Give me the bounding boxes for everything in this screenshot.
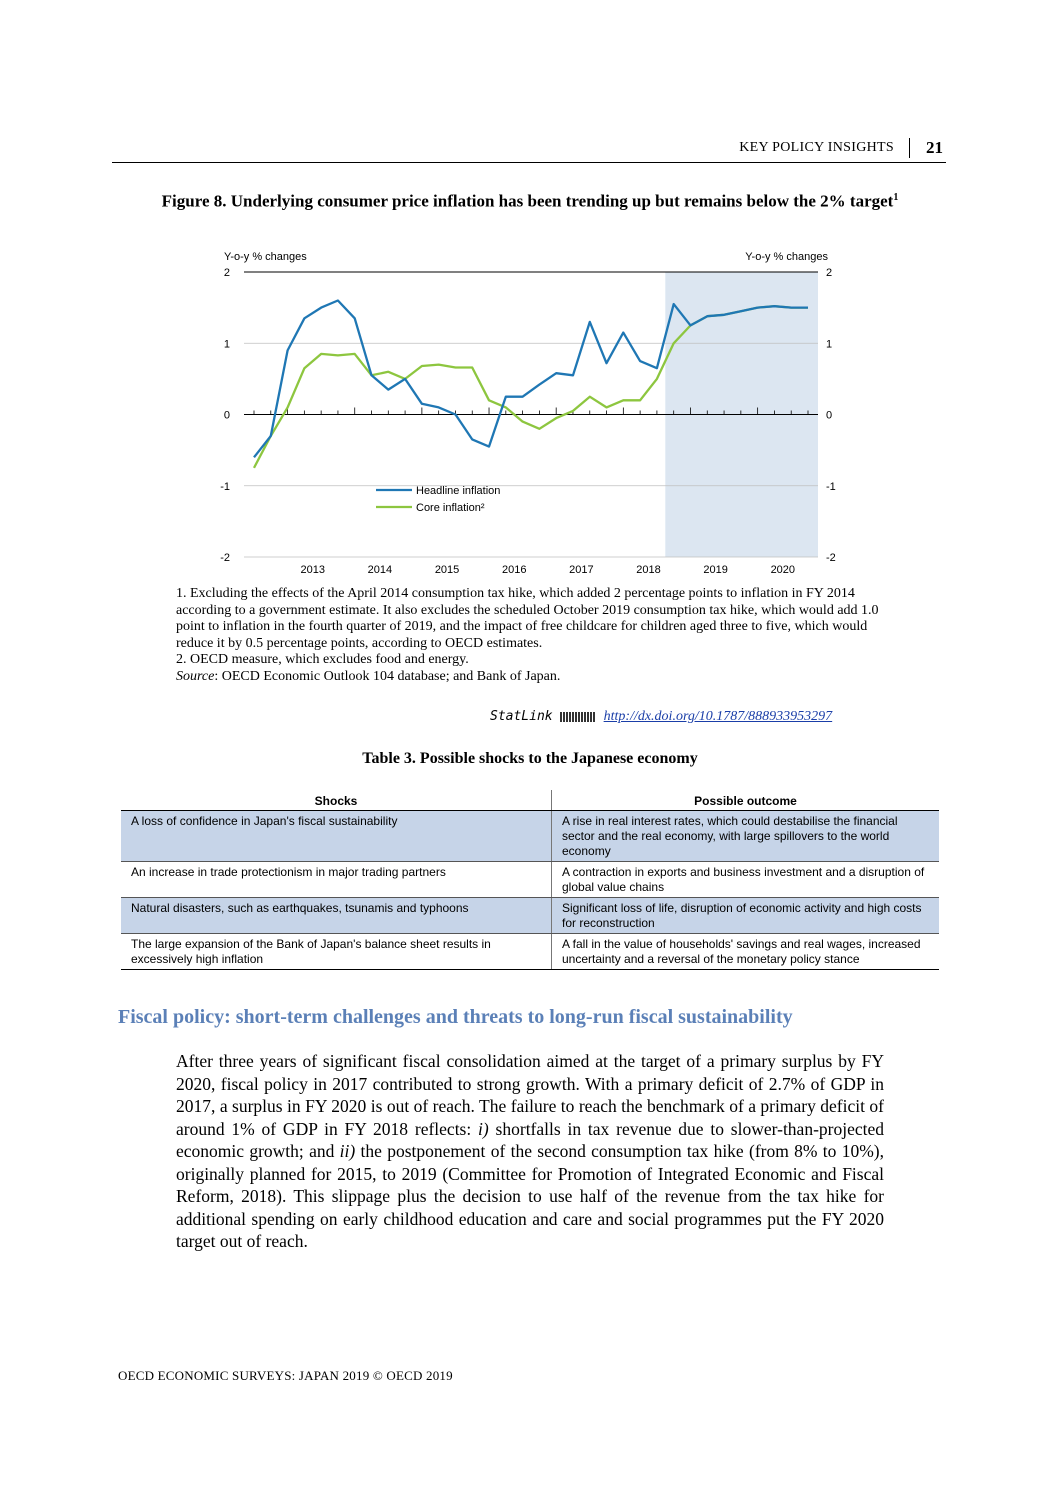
legend-label: Core inflation² (416, 502, 485, 514)
table-cell-outcome: Significant loss of life, disruption of economic activity and high costs for reconstruction (552, 898, 940, 934)
table-cell-shock: Natural disasters, such as earthquakes, tsunamis and typhoons (121, 898, 552, 934)
table-row (121, 862, 939, 898)
y-tick-label-right: -1 (826, 480, 836, 493)
y-tick-label-left: -1 (220, 480, 230, 493)
x-tick-label: 2016 (501, 564, 527, 576)
column-header-shocks: Shocks (121, 790, 552, 811)
x-tick-label: 2014 (367, 564, 393, 576)
column-header-outcome: Possible outcome (552, 790, 940, 811)
header-section-title: KEY POLICY INSIGHTS (739, 140, 894, 155)
page-number: 21 (926, 138, 943, 157)
figure-title (150, 187, 910, 213)
figure-source (176, 669, 888, 686)
y-tick-label-right: 2 (826, 267, 833, 279)
x-tick-label: 2017 (569, 564, 594, 576)
figure-notes (176, 586, 888, 685)
table-cell-shock: A loss of confidence in Japan's fiscal sustainability (121, 811, 552, 862)
body-text-italic: ii) (339, 1141, 356, 1161)
table-row (121, 934, 939, 970)
y-tick-label-left: -2 (220, 552, 230, 564)
body-paragraph (176, 1050, 884, 1253)
body-text-part: After three years of significant fiscal consolidation aimed at the target of a primary surplus by FY 2020, fiscal policy in 2017 contributed to strong growth. With a primary deficit of 2.7% of GDP in 2017, a surplus in FY 2020 is out of reach. The failure to reach the benchmark of a primary deficit of around 1% of GDP in FY 2018 reflects: (176, 1051, 884, 1139)
x-tick-label: 2013 (300, 564, 325, 576)
section-heading: Fiscal policy: short-term challenges and threats to long-run fiscal sustainability (118, 1006, 793, 1028)
y-axis-label-left: Y-o-y % changes (224, 251, 307, 263)
statlink-url[interactable]: http://dx.doi.org/10.1787/888933953297 (603, 709, 833, 724)
table-row (121, 898, 939, 934)
x-tick-label: 2018 (636, 564, 661, 576)
table-title: Table 3. Possible shocks to the Japanese economy (362, 750, 698, 767)
y-tick-label-left: 2 (223, 267, 230, 279)
figure-title-footnote-mark: 1 (893, 192, 899, 203)
y-tick-label-left: 1 (223, 338, 230, 351)
y-tick-label-right: -2 (826, 552, 836, 564)
table-cell-outcome: A fall in the value of households' savings and real wages, increased uncertainty and a reversal of the monetary policy stance (552, 934, 940, 970)
table-cell-outcome: A rise in real interest rates, which could destabilise the financial sector and the real economy, with large spillovers to the world economy (552, 811, 940, 862)
y-axis-label-right: Y-o-y % changes (745, 251, 828, 263)
statlink-logo-icon (560, 712, 596, 722)
legend-label: Headline inflation (416, 485, 501, 497)
statlink-label: StatLink (490, 709, 553, 724)
y-tick-label-right: 0 (826, 409, 833, 422)
body-text-part: the postponement of the second consumption tax hike (from 8% to 10%), originally planned for 2015, to 2019 (Committee for Promotion of Integrated Economic and Fiscal Reform, 2018). This slippage plus the decision to use half of the revenue from the tax hike for additional spending on early childhood education and care and social programmes put the FY 2020 target out of reach. (176, 1141, 884, 1251)
page-footer: OECD ECONOMIC SURVEYS: JAPAN 2019 © OECD 2019 (118, 1368, 453, 1383)
header-separator (909, 138, 910, 158)
source-text: : OECD Economic Outlook 104 database; and Bank of Japan. (214, 668, 561, 684)
source-label: Source (176, 668, 215, 684)
body-text-part: shortfalls in tax revenue due to slower-than-projected economic growth; and (176, 1118, 885, 1161)
inflation-line-chart (200, 245, 860, 585)
figure-note-2: 2. OECD measure, which excludes food and energy. (176, 652, 469, 667)
running-header (112, 138, 946, 163)
body-text-italic: i) (478, 1118, 489, 1139)
table-cell-shock: An increase in trade protectionism in major trading partners (121, 862, 552, 898)
y-tick-label-left: 0 (223, 409, 230, 422)
table-cell-outcome: A contraction in exports and business investment and a disruption of global value chains (552, 862, 940, 898)
x-tick-label: 2019 (703, 564, 728, 576)
x-tick-label: 2020 (770, 564, 796, 576)
statlink (490, 709, 832, 725)
x-tick-label: 2015 (434, 564, 460, 576)
table-row (121, 811, 939, 862)
table-cell-shock: The large expansion of the Bank of Japan's balance sheet results in excessively high inflation (121, 934, 552, 970)
shocks-table (121, 790, 939, 970)
figure-title-text: Figure 8. Underlying consumer price inflation has been trending up but remains below the 2% target (161, 191, 894, 211)
figure-note-1: 1. Excluding the effects of the April 2014 consumption tax hike, which added 2 percentage points to inflation in FY 2014 according to a government estimate. It also excludes the scheduled October 2019 consumption tax hike, which would add 1.0 point to inflation in the fourth quarter of 2019, and the impact of free childcare for children aged three to five, which would reduce it by 0.5 percentage points, according to OECD estimates. (176, 586, 879, 651)
y-tick-label-right: 1 (826, 338, 833, 351)
